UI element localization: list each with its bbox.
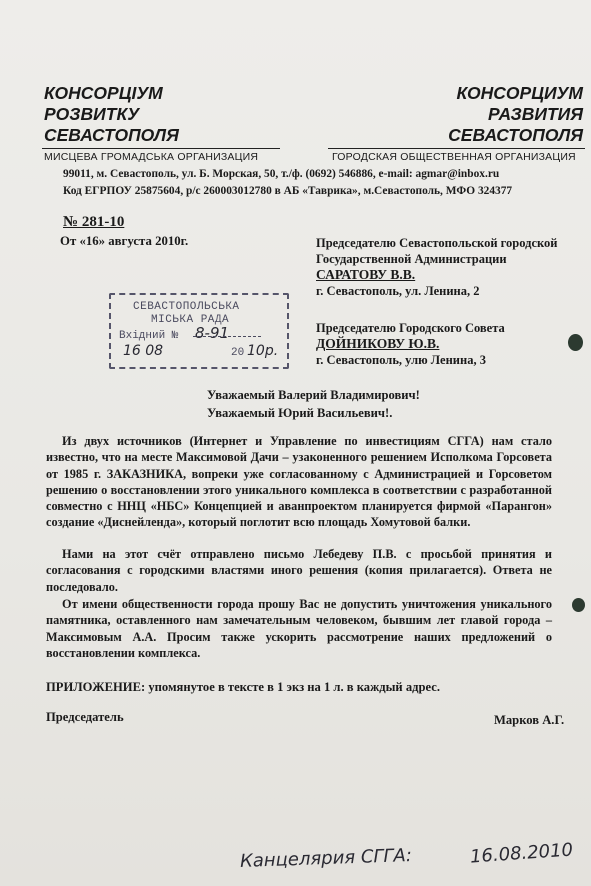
org-right-line3: СЕВАСТОПОЛЯ — [448, 125, 583, 145]
recipient-1-address: г. Севастополь, ул. Ленина, 2 — [316, 284, 480, 298]
org-right-line1: КОНСОРЦИУМ — [456, 83, 583, 103]
org-left-type: МИСЦЕВА ГРОМАДСЬКА ОРГАНИЗАЦИЯ — [44, 151, 259, 163]
greeting-line-1: Уважаемый Валерий Владимирович! — [207, 388, 420, 402]
incoming-stamp — [109, 293, 289, 369]
punch-hole-2 — [572, 598, 585, 612]
letter-date: От «16» августа 2010г. — [60, 234, 189, 248]
org-left-rule — [42, 148, 280, 149]
contact-line-1: 99011, м. Севастополь, ул. Б. Морская, 50, т./ф. (0692) 546886, e-mail: agmar@inbox.ru — [63, 168, 500, 180]
recipient-2 — [316, 320, 505, 368]
greeting — [207, 386, 420, 422]
signature-title: Председатель — [46, 710, 124, 724]
body-paragraph-1: Из двух источников (Интернет и Управление по инвестициям СГГА) нам стало известно, что на месте Максимовой Дачи – узаконенного решением Исполкома Горсовета от 1985 г. ЗАКАЗНИКА, вопреки уже согласованному с Администрацией и Горсоветом решению о восстановлении этого уникального комплекса в соответствии с разработанной совместно с ННЦ «НБС» Концепцией и аванпроектом планируется фирмой «Парангон» создание «Диснейленда», который поглотит всю площадь Хомутовой балки. — [46, 434, 552, 530]
org-left-line3: СЕВАСТОПОЛЯ — [44, 125, 179, 145]
stamp-year-printed: 20 — [231, 347, 245, 359]
recipient-2-address: г. Севастополь, улю Ленина, 3 — [316, 353, 486, 367]
stamp-line-1: СЕВАСТОПОЛЬСЬКА — [133, 301, 240, 313]
org-right-line2: РАЗВИТИЯ — [487, 104, 583, 124]
org-right-type: ГОРОДСКАЯ ОБЩЕСТВЕННАЯ ОРГАНИЗАЦИЯ — [332, 151, 576, 163]
recipient-1-line2: Государственной Администрации — [316, 252, 507, 266]
org-left-name — [44, 83, 179, 146]
body-paragraph-2: Нами на этот счёт отправлено письмо Лебедеву П.В. с просьбой принятия и согласования с городскими властями иного решения (копия прилагается). Ответа не последовало. — [46, 547, 552, 594]
greeting-line-2: Уважаемый Юрий Васильевич!. — [207, 406, 393, 420]
letter-number: № 281-10 — [63, 214, 125, 230]
contact-line-2: Код ЕГРПОУ 25875604, р/с 260003012780 в АБ «Таврика», м.Севастополь, МФО 324377 — [63, 185, 513, 197]
body-paragraph-3: От имени общественности города прошу Вас не допустить уничтожения уникального памятника, оставленного нам замечательным человеком, бывшим лет главой города – Максимовым А.А. Просим также ускорить рассмотрение наших предложений о восстановлении комплекса. — [46, 597, 552, 660]
recipient-2-line1: Председателю Городского Совета — [316, 321, 505, 335]
stamp-dashes — [193, 336, 261, 337]
recipient-1 — [316, 235, 558, 299]
appendix-label: ПРИЛОЖЕНИЕ: — [46, 680, 146, 694]
stamp-date-hand: 16 08 — [123, 343, 164, 359]
recipient-1-line1: Председателю Севастопольской городской — [316, 236, 558, 250]
org-right-name — [448, 83, 583, 146]
stamp-year-hand: 10р. — [247, 343, 279, 359]
punch-hole-1 — [568, 334, 583, 351]
appendix — [46, 680, 440, 695]
stamp-incoming-label: Вхідний № — [119, 330, 179, 342]
org-left-line2: РОЗВИТКУ — [44, 104, 140, 124]
org-left-line1: КОНСОРЦІУМ — [44, 83, 163, 103]
org-right-rule — [328, 148, 585, 149]
recipient-1-name: САРАТОВУ В.В. — [316, 267, 416, 282]
stamp-line-2: МІСЬКА РАДА — [151, 314, 230, 326]
stamp-incoming-number: 8-91 — [195, 324, 230, 342]
signature-name: Марков А.Г. — [494, 713, 565, 727]
handwritten-date: 16.08.2010 — [469, 839, 574, 868]
appendix-text: упомянутое в тексте в 1 экз на 1 л. в каждый адрес. — [145, 680, 440, 694]
recipient-2-name: ДОЙНИКОВУ Ю.В. — [316, 336, 440, 351]
handwritten-office: Канцелярия СГГА: — [239, 845, 413, 872]
